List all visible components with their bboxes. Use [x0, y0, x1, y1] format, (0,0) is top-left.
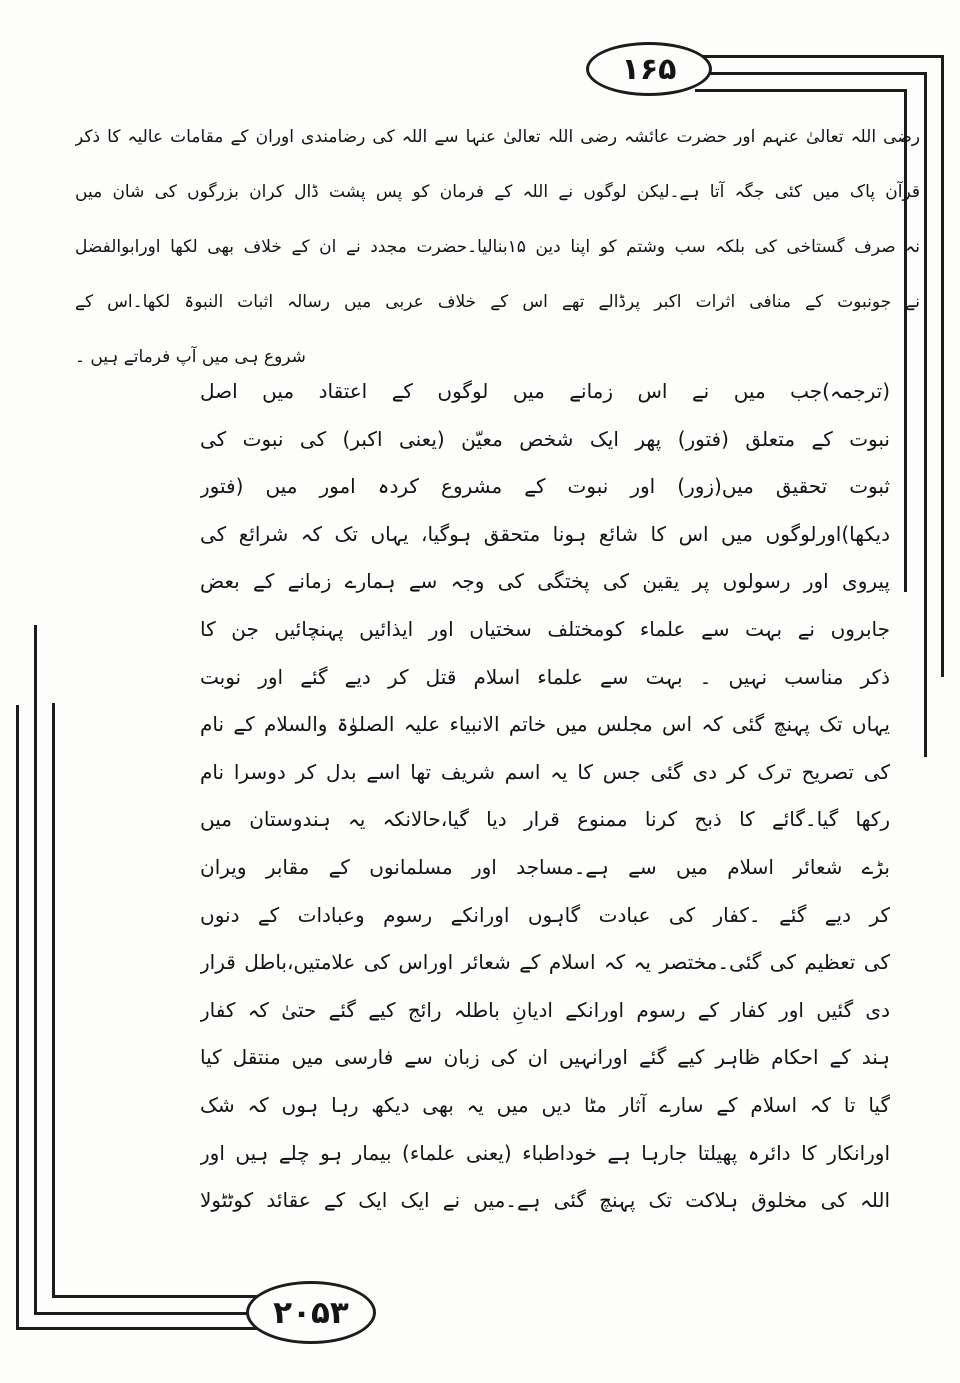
- text-line: نہ صرف گستاخی کی بلکہ سب وشتم کو اپنا دین ۱۵بنالیا۔حضرت مجدد نے ان کے خلاف بھی لکھا اورابوالفضل: [75, 237, 920, 257]
- text-line: کی تصریح ترک کر دی گئی جس کا یہ اسم شریف تھا اسے بدل کر دوسرا نام: [200, 759, 890, 784]
- border-line: [695, 55, 944, 58]
- border-line: [52, 1295, 267, 1298]
- footer-number-badge: ۲۰۵۳: [246, 1281, 376, 1344]
- text-line: کر دیے گئے ۔کفار کی عبادت گاہوں اورانکے رسوم وعبادات کے دنوں: [200, 902, 890, 927]
- text-line: رکھا گیا۔گائے کا ذبح کرنا ممنوع قرار دیا گیا،حالانکہ یہ ہندوستان میں: [200, 807, 890, 832]
- text-line: جابروں نے بہت سے علماء کومختلف سختیاں اور ایذائیں پہنچائیں جن کا: [200, 616, 890, 641]
- border-line: [941, 55, 944, 677]
- intro-paragraph: [75, 110, 920, 385]
- text-line: گیا تا کہ اسلام کے سارے آثار مٹا دیں میں یہ بھی دیکھ رہا ہوں کہ شک: [200, 1092, 890, 1117]
- border-line: [695, 89, 907, 92]
- text-line: دیکھا)اورلوگوں میں اس کا شائع ہونا متحقق ہوگیا، یہاں تک کہ شرائع کی: [200, 521, 890, 546]
- text-line: ہند کے احکام ظاہر کیے گئے اورانہیں ان کی زبان سے فارسی میں منتقل کیا: [200, 1045, 890, 1070]
- text-line: رضی اللہ تعالیٰ عنہم اور حضرت عائشہ رضی اللہ تعالیٰ عنہا سے اللہ کی رضامندی اوران کے مقامات عالیہ کا ذکر: [75, 127, 920, 147]
- text-line: ثبوت تحقیق میں(زور) اور نبوت کے مشروع کردہ امور میں (فتور: [200, 474, 890, 499]
- quote-paragraph: [200, 368, 890, 1225]
- border-line: [16, 705, 19, 1330]
- border-line: [695, 72, 927, 75]
- text-line: اللہ کی مخلوق ہلاکت تک پہنچ گئی ہے۔میں نے ایک ایک کے عقائد کوٹٹولا: [200, 1188, 890, 1213]
- text-line: ذکر مناسب نہیں ۔ بہت سے علماء اسلام قتل کر دیے گئے اور نوبت: [200, 664, 890, 689]
- border-line: [52, 703, 55, 1298]
- border-line: [34, 625, 37, 1315]
- text-line: دی گئیں اور کفار کے رسوم اورانکے ادیانِ باطلہ رائج کیے گئے حتیٰ کہ کفار: [200, 997, 890, 1022]
- text-line: کی تعظیم کی گئی۔مختصر یہ کہ اسلام کے شعائر اوراس کی علامتیں،باطل قرار: [200, 950, 890, 975]
- border-line: [34, 1312, 264, 1315]
- text-line: یہاں تک پہنچ گئی کہ اس مجلس میں خاتم الانبیاء علیہ الصلوٰۃ والسلام کے نام: [200, 712, 890, 737]
- text-line: قرآن پاک میں کئی جگہ آتا ہے۔لیکن لوگوں نے اللہ کے فرمان کو پس پشت ڈال کران بزرگوں کی شان میں: [75, 182, 920, 202]
- border-line: [924, 72, 927, 757]
- text-line: بڑے شعائر اسلام میں سے ہے۔مساجد اور مسلمانوں کے مقابر ویران: [200, 854, 890, 879]
- text-line: نے جونبوت کے منافی اثرات اکبر پرڈالے تھے اس کے خلاف عربی میں رسالہ اثبات النبوۃ لکھا۔اس کے: [75, 292, 920, 312]
- text-line: (ترجمہ)جب میں نے اس زمانے میں لوگوں کے اعتقاد میں اصل: [200, 379, 890, 403]
- text-line: نبوت کے متعلق (فتور) پھر ایک شخص معیّن (یعنی اکبر) کی نبوت کی: [200, 426, 890, 451]
- page-number-badge: ۱۶۵: [586, 42, 712, 96]
- text-line: پیروی اور رسولوں پر یقین کی پختگی کی وجہ سے ہمارے زمانے کے بعض: [200, 569, 890, 594]
- text-line: شروع ہی میں آپ فرماتے ہیں ۔: [75, 347, 306, 367]
- text-line: اورانکار کا دائرہ پھیلتا جارہا ہے خوداطباء (یعنی علماء) بیمار ہو چلے ہیں اور: [200, 1140, 890, 1165]
- border-line: [16, 1327, 266, 1330]
